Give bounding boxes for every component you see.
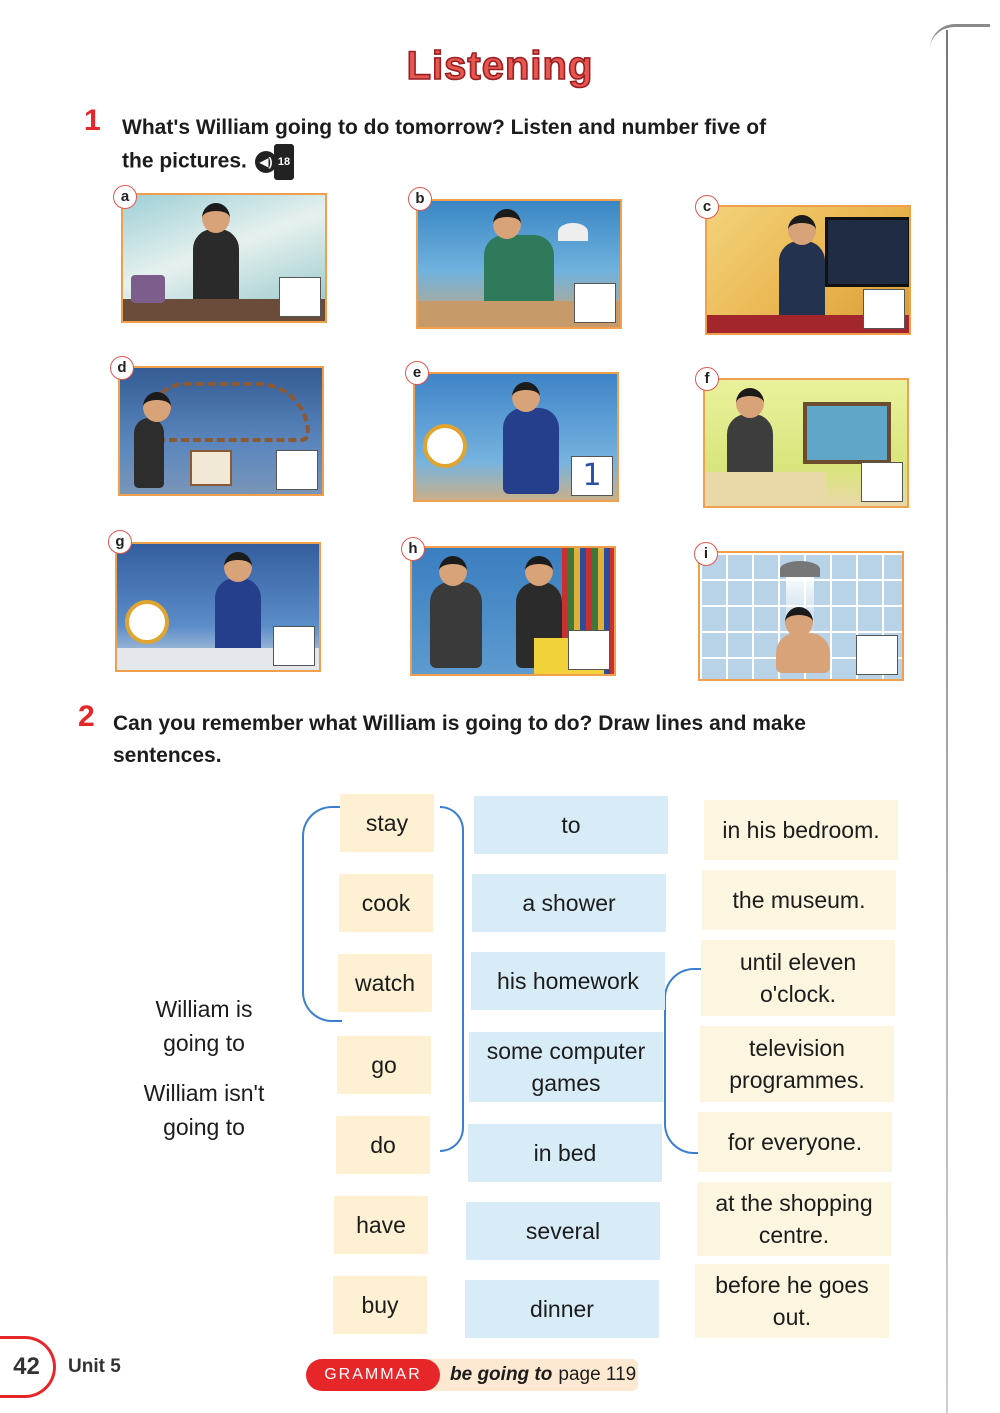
exercise-2-instruction-line1: Can you remember what William is going to do? Draw lines and make bbox=[113, 712, 806, 735]
ending-before-he-goes-out[interactable] bbox=[695, 1264, 889, 1338]
verb-have[interactable] bbox=[334, 1196, 428, 1254]
verb-do[interactable] bbox=[336, 1116, 430, 1174]
picture-d bbox=[118, 366, 324, 496]
exercise-1-number: 1 bbox=[84, 104, 101, 137]
picture-h bbox=[410, 546, 616, 676]
speaker-icon: ◀) bbox=[255, 151, 277, 173]
picture-h-answer-box[interactable] bbox=[568, 630, 610, 670]
object-to[interactable] bbox=[474, 796, 668, 854]
verb-watch-label: watch bbox=[354, 970, 416, 996]
ending-television-programmes[interactable] bbox=[700, 1026, 894, 1102]
object-some-computer-games-line2: games bbox=[531, 1070, 601, 1096]
picture-c-tv-screen bbox=[825, 217, 911, 287]
verb-do-label: do bbox=[370, 1132, 396, 1158]
page-spine-edge bbox=[946, 30, 948, 1413]
ending-until-eleven-oclock[interactable] bbox=[701, 940, 895, 1016]
subject-affirmative-line2: going to bbox=[163, 1030, 245, 1056]
picture-f bbox=[703, 378, 909, 508]
object-in-bed-line1: in bed bbox=[533, 1140, 597, 1166]
verb-buy-label: buy bbox=[361, 1292, 399, 1318]
ending-before-he-goes-out-line1: before he goes bbox=[715, 1272, 869, 1298]
picture-f-answer-box[interactable] bbox=[861, 462, 903, 502]
picture-i-shower-head bbox=[780, 561, 820, 577]
object-to-line1: to bbox=[561, 812, 581, 838]
picture-h-customer bbox=[430, 582, 482, 668]
picture-d-letter: d bbox=[110, 356, 134, 380]
ending-in-his-bedroom-line1: in his bedroom. bbox=[722, 817, 880, 843]
picture-a bbox=[121, 193, 327, 323]
audio-track-number: 18 bbox=[274, 144, 294, 180]
ending-at-the-shopping-centre[interactable] bbox=[697, 1182, 891, 1256]
picture-d-person bbox=[134, 418, 164, 488]
picture-i bbox=[698, 551, 904, 681]
exercise-1-instruction bbox=[122, 112, 766, 180]
picture-b-lamp bbox=[558, 223, 588, 241]
verb-go[interactable] bbox=[337, 1036, 431, 1094]
exercise-1-instruction-line1: What's William going to do tomorrow? Listen and number five of bbox=[122, 116, 767, 139]
picture-g-letter: g bbox=[108, 530, 132, 554]
object-several-line1: several bbox=[525, 1218, 601, 1244]
picture-d-sign bbox=[190, 450, 232, 486]
picture-d-dinosaur-skeleton bbox=[150, 382, 310, 442]
picture-c-answer-box[interactable] bbox=[863, 289, 905, 329]
picture-g-clock bbox=[125, 600, 169, 644]
picture-c-letter: c bbox=[695, 195, 719, 219]
subject-negative-line2: going to bbox=[163, 1114, 245, 1140]
verb-go-label: go bbox=[371, 1052, 397, 1078]
object-his-homework[interactable] bbox=[471, 952, 665, 1010]
verb-have-label: have bbox=[356, 1212, 406, 1238]
ending-the-museum-line1: the museum. bbox=[732, 887, 866, 913]
picture-h-letter: h bbox=[401, 537, 425, 561]
exercise-2-number: 2 bbox=[78, 700, 95, 733]
verb-cook-label: cook bbox=[361, 890, 411, 916]
picture-b-letter: b bbox=[408, 187, 432, 211]
picture-c bbox=[705, 205, 911, 335]
ending-until-eleven-oclock-line1: until eleven bbox=[739, 949, 857, 975]
picture-e bbox=[413, 372, 619, 502]
grammar-page: page 119 bbox=[558, 1364, 637, 1385]
verb-stay[interactable] bbox=[340, 794, 434, 852]
ending-for-everyone-line1: for everyone. bbox=[727, 1129, 863, 1155]
ending-before-he-goes-out-line2: out. bbox=[772, 1304, 812, 1330]
verb-cook[interactable] bbox=[339, 874, 433, 932]
exercise-2-instruction bbox=[113, 708, 806, 772]
picture-i-letter: i bbox=[694, 542, 718, 566]
exercise-1-instruction-line2-text: the pictures. bbox=[122, 149, 247, 173]
picture-g-answer-box[interactable] bbox=[273, 626, 315, 666]
exercise-2-instruction-line2: sentences. bbox=[113, 744, 222, 767]
bracket-verbs-to-objects bbox=[440, 806, 464, 1152]
ending-television-programmes-line1: television bbox=[749, 1035, 845, 1061]
page-number: 42 bbox=[0, 1336, 56, 1398]
verb-watch[interactable] bbox=[338, 954, 432, 1012]
bracket-subject-to-verbs bbox=[302, 806, 342, 1022]
object-dinner[interactable] bbox=[465, 1280, 659, 1338]
ending-the-museum[interactable] bbox=[702, 870, 896, 930]
subject-negative-line1: William isn't bbox=[143, 1080, 265, 1106]
picture-a-answer-box[interactable] bbox=[279, 277, 321, 317]
object-some-computer-games[interactable] bbox=[469, 1032, 663, 1102]
verb-stay-label: stay bbox=[365, 810, 409, 836]
exercise-1-instruction-line2 bbox=[122, 144, 766, 180]
picture-f-letter: f bbox=[695, 367, 719, 391]
ending-at-the-shopping-centre-line2: centre. bbox=[758, 1222, 830, 1248]
ending-television-programmes-line2: programmes. bbox=[729, 1067, 865, 1093]
unit-label: Unit 5 bbox=[68, 1356, 121, 1377]
audio-track-button[interactable] bbox=[255, 144, 294, 180]
subject-affirmative-line1: William is bbox=[155, 996, 253, 1022]
subject-negative[interactable] bbox=[114, 1076, 294, 1144]
ending-in-his-bedroom[interactable] bbox=[704, 800, 898, 860]
picture-e-answer-box[interactable]: 1 bbox=[571, 456, 613, 496]
picture-b-answer-box[interactable] bbox=[574, 283, 616, 323]
picture-e-letter: e bbox=[405, 361, 429, 385]
picture-f-sofa bbox=[705, 472, 825, 506]
picture-i-person bbox=[776, 633, 830, 673]
grammar-reference[interactable] bbox=[428, 1359, 638, 1391]
grammar-badge: GRAMMAR bbox=[306, 1359, 440, 1391]
picture-a-pot bbox=[131, 275, 165, 303]
object-in-bed[interactable] bbox=[468, 1124, 662, 1182]
ending-for-everyone[interactable] bbox=[698, 1112, 892, 1172]
page-title: Listening bbox=[406, 44, 594, 88]
object-several[interactable] bbox=[466, 1202, 660, 1260]
picture-e-person bbox=[503, 408, 559, 494]
picture-d-answer-box[interactable] bbox=[276, 450, 318, 490]
object-a-shower[interactable] bbox=[472, 874, 666, 932]
object-a-shower-line1: a shower bbox=[522, 890, 616, 916]
picture-a-letter: a bbox=[113, 185, 137, 209]
ending-until-eleven-oclock-line2: o'clock. bbox=[760, 981, 836, 1007]
object-dinner-line1: dinner bbox=[530, 1296, 594, 1322]
verb-buy[interactable] bbox=[333, 1276, 427, 1334]
picture-e-clock bbox=[423, 424, 467, 468]
picture-g bbox=[115, 542, 321, 672]
grammar-topic: be going to bbox=[450, 1364, 553, 1385]
object-some-computer-games-line1: some computer bbox=[486, 1038, 646, 1064]
picture-f-tv bbox=[803, 402, 891, 464]
ending-at-the-shopping-centre-line1: at the shopping bbox=[715, 1190, 873, 1216]
picture-i-answer-box[interactable] bbox=[856, 635, 898, 675]
subject-affirmative[interactable] bbox=[114, 992, 294, 1060]
picture-b bbox=[416, 199, 622, 329]
object-his-homework-line1: his homework bbox=[497, 968, 639, 994]
